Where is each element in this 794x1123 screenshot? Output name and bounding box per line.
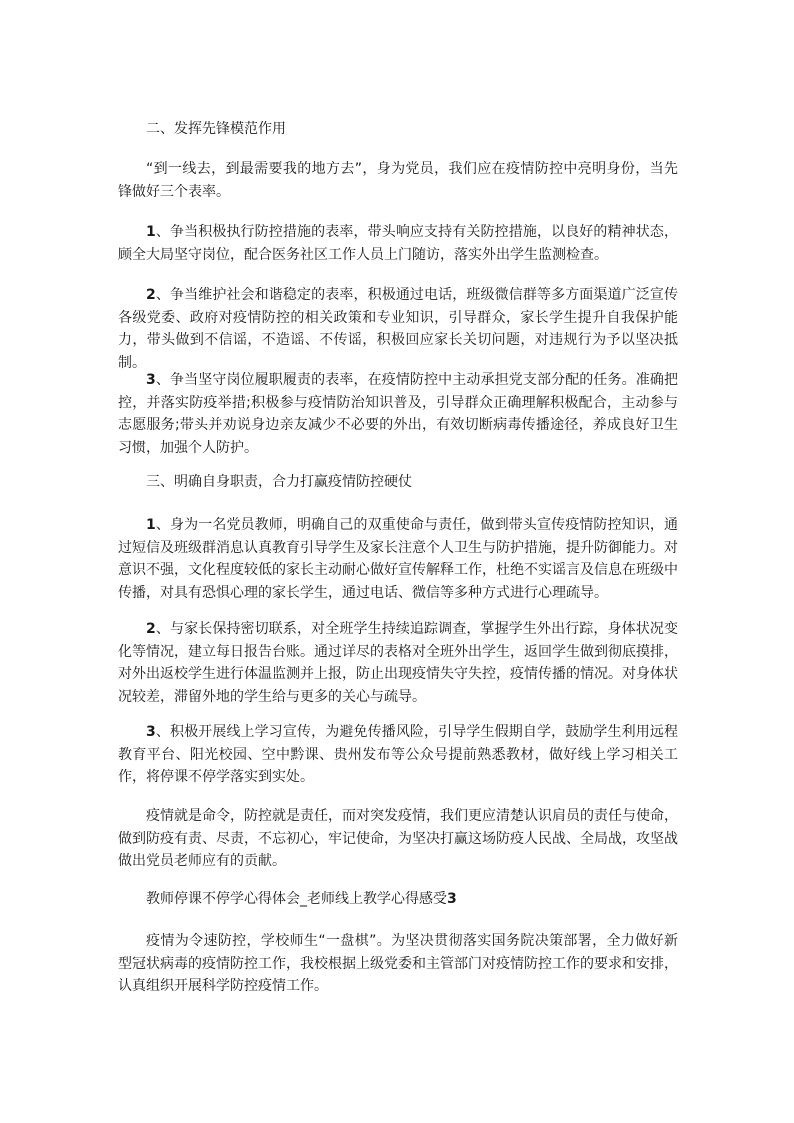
item-number: 1 [146,224,156,240]
item-number: 3 [146,724,156,740]
section-2-item-1: 1、争当积极执行防控措施的表率，带头响应支持有关防控措施，以良好的精神状态，顾全大局坚守岗位，配合医务社区工作人员上门随访，落实外出学生监测检查。 [118,224,678,263]
item-number: 1 [146,517,156,533]
closing-paragraph: 疫情就是命令，防控就是责任，而对突发疫情，我们更应清楚认识肩员的责任与使命，做到防疫有责、尽责，不忘初心，牢记使命，为坚决打赢这场防疫人民战、全局战，攻坚战做出党员老师应有的贡献。 [118,808,678,869]
section-heading-2: 二、发挥先锋模范作用 [146,121,286,137]
item-number: 2 [146,621,156,637]
item-number: 3 [146,372,156,388]
section-3-item-2: 2、与家长保持密切联系，对全班学生持续追踪调查，掌握学生外出行踪，身体状况变化等情况，建立每日报告台账。通过详尽的表格对全班外出学生，返回学生做到彻底摸排，对外出返校学生进行体温监测并上报，防止出现疫情失守失控，疫情传播的情况。对身体状况较差，滞留外地的学生给与更多的关心与疏导。 [118,621,678,705]
section-2-intro: “到一线去，到最需要我的地方去”，身为党员，我们应在疫情防控中亮明身份，当先锋做好三个表率。 [118,161,678,200]
section-2-item-3: 3、争当坚守岗位履职履责的表率，在疫情防控中主动承担党支部分配的任务。准确把控，并落实防疫举措;积极参与疫情防治知识普及，引导群众正确理解积极配合，主动参与志愿服务;带头并劝说身边亲友减少不必要的外出，有效切断病毒传播途径，养成良好卫生习惯，加强个人防护。 [118,372,678,456]
section-2-item-2: 2、争当维护社会和谐稳定的表率，积极通过电话，班级微信群等多方面渠道广泛宣传各级党委、政府对疫情防控的相关政策和专业知识，引导群众，家长学生提升自我保护能力，带头做到不信谣，不造谣、不传谣，积极回应家长关切问题，对违规行为予以坚决抵制。 [118,287,678,371]
section-3-item-1: 1、身为一名党员教师，明确自己的双重使命与责任，做到带头宣传疫情防控知识，通过短信及班级群消息认真教育引导学生及家长注意个人卫生与防护措施，提升防御能力。对意识不强，文化程度较低的家长主动耐心做好宣传解释工作，杜绝不实谣言及信息在班级中传播，对具有恐惧心理的家长学生，通过电话、微信等多种方式进行心理疏导。 [118,517,678,601]
section-heading-3: 三、明确自身职责，合力打赢疫情防控硬仗 [146,474,412,490]
article-3-first-paragraph: 疫情为令速防控，学校师生“一盘棋”。为坚决贯彻落实国务院决策部署，全力做好新型冠状病毒的疫情防控工作，我校根据上级党委和主管部门对疫情防控工作的要求和安排，认真组织开展科学防控疫情工作。 [118,933,678,994]
article-3-number: 3 [447,891,457,907]
section-3-item-3: 3、积极开展线上学习宣传，为避免传播风险，引导学生假期自学，鼓励学生利用远程教育平台、阳光校园、空中黔课、贵州发布等公众号提前熟悉教材，做好线上学习相关工作，将停课不停学落实到实处。 [118,724,678,785]
item-number: 2 [146,287,156,303]
article-3-title: 教师停课不停学心得体会_老师线上教学心得感受3 [146,891,457,907]
